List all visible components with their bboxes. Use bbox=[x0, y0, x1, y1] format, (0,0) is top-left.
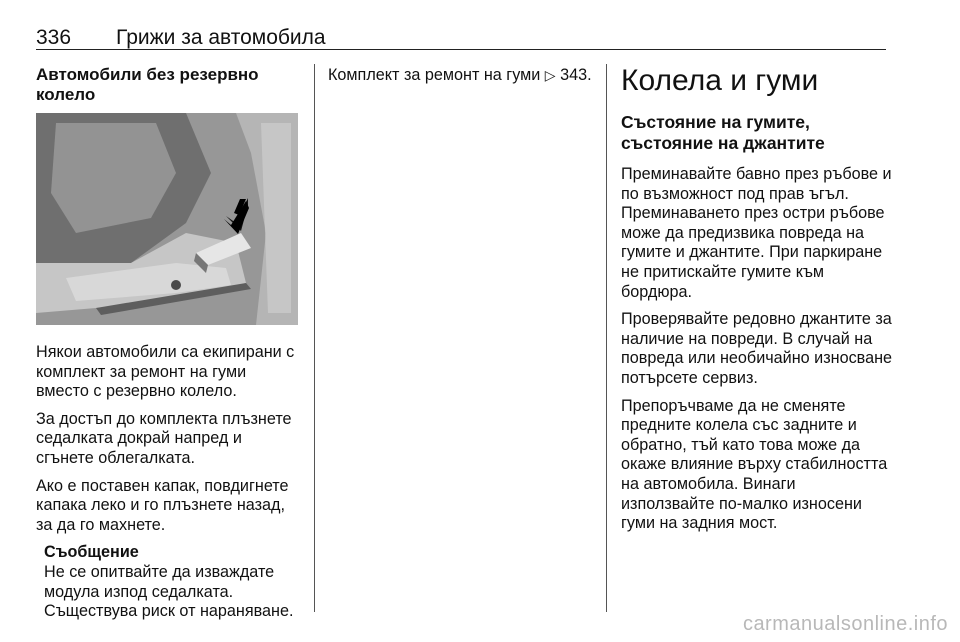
paragraph: Ако е поставен капак, повдигнете капака леко и го плъзнете назад, за да го махнете. bbox=[36, 476, 289, 534]
paragraph: Препоръчваме да не сменяте предните колела със задните и обратно, тъй като това може да окаже влияние върху стабилността на автомобила. Винаги използвайте по-малко износени гуми на задния мост. bbox=[621, 396, 888, 533]
cross-reference-page: 343. bbox=[560, 66, 592, 84]
note-title: Съобщение bbox=[44, 543, 139, 562]
watermark: carmanualsonline.info bbox=[742, 613, 948, 635]
section-heading-no-spare: Автомобили без резервно колело bbox=[36, 65, 259, 104]
cross-reference-text: Комплект за ремонт на гуми bbox=[328, 66, 541, 84]
subheading: Състояние на гумите, състояние на джантите bbox=[621, 112, 825, 153]
column-divider-left bbox=[314, 64, 315, 612]
seat-illustration-icon bbox=[36, 113, 298, 325]
column-divider-right bbox=[606, 64, 607, 612]
note-text: Не се опитвайте да изваждате модула изпод седалката. Съществува риск от нараняване. bbox=[44, 562, 294, 621]
header-divider bbox=[36, 49, 886, 50]
paragraph: Някои автомобили са екипирани с комплект за ремонт на гуми вместо с резервно колело. bbox=[36, 343, 295, 401]
chapter-title: Грижи за автомобила bbox=[116, 26, 326, 49]
paragraph: За достъп до комплекта плъзнете седалката докрай напред и сгънете облегалката. bbox=[36, 409, 292, 467]
middle-column bbox=[328, 66, 596, 87]
reference-arrow-icon: ▷ bbox=[544, 68, 556, 84]
warning-note bbox=[44, 543, 302, 621]
section-title: Колела и гуми bbox=[621, 64, 819, 97]
paragraph: Проверявайте редовно джантите за наличие на повреди. В случай на повреда или необичайно износване потърсете сервиз. bbox=[621, 310, 893, 387]
page-number: 336 bbox=[36, 26, 72, 49]
left-column bbox=[36, 65, 302, 622]
paragraph: Преминавайте бавно през ръбове и по възможност под прав ъгъл. Преминаването през остри ръбове може да предизвика повреда на гумите и джантите. При паркиране не притискайте гумите към бордюра. bbox=[621, 165, 892, 301]
right-column bbox=[621, 64, 893, 542]
seat-illustration bbox=[36, 113, 298, 325]
